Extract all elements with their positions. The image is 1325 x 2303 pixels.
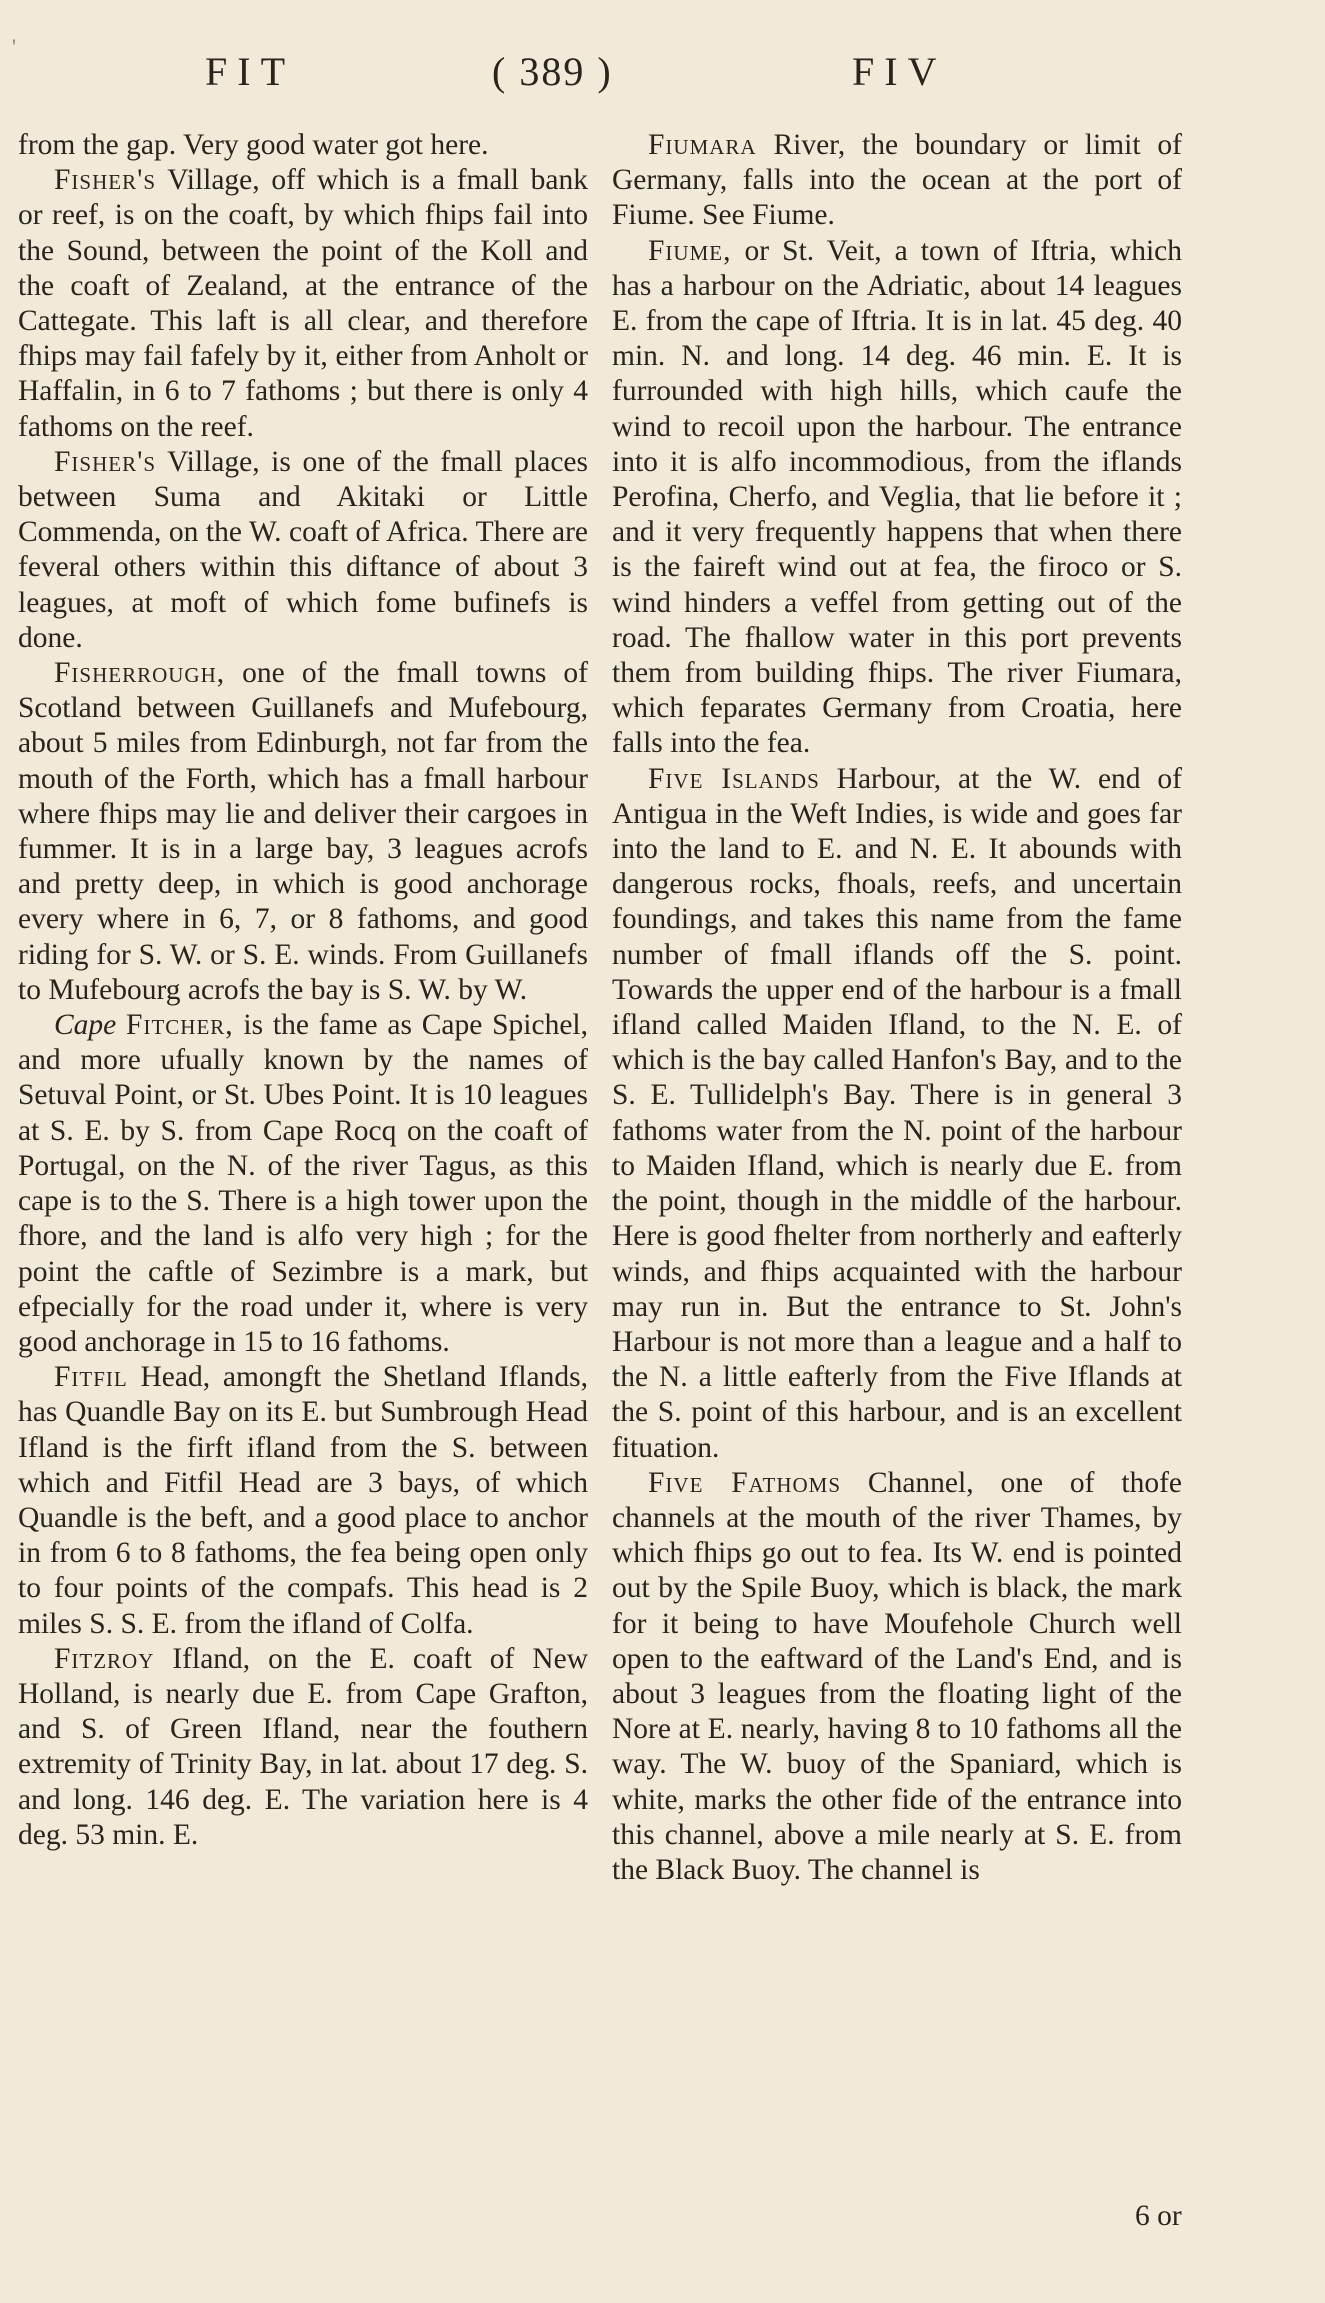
entry-text: Head, amongft the Shetland Iflands, has Quandle Bay on its E. but Sumbrough Head Ifland is the firft ifland from the S. between which and Fitfil Head are 3 bays, of which Quandle is the beft, and a good place to anchor in from 6 to 8 fathoms, the fea being open only to four points of the compafs. This head is 2 miles S. S. E. from the ifland of Colfa.: [18, 1361, 588, 1640]
right-column: [612, 128, 1182, 1888]
entry-headword: Fiumara: [648, 129, 757, 161]
left-column: [18, 128, 588, 1853]
entry-headword: Five Islands: [648, 762, 820, 795]
entry-paragraph: [18, 656, 588, 1008]
entry-headword: Fisherrough,: [54, 657, 226, 690]
entry-prefix: Cape: [54, 1009, 127, 1042]
header-left: FIT: [205, 49, 295, 94]
entry-text: Ifland, on the E. coaft of New Holland, is nearly due E. from Cape Grafton, and S. of Green Ifland, near the fouthern extremity of Trinity Bay, in lat. about 17 deg. S. and long. 146 deg. E. The variation here is 4 deg. 53 min. E.: [18, 1642, 588, 1851]
entry-paragraph: [18, 1360, 588, 1642]
entry-paragraph: [18, 128, 588, 163]
entry-headword: Fitcher,: [126, 1009, 234, 1042]
running-header: [0, 48, 1325, 108]
entry-paragraph: [612, 1466, 1182, 1888]
entry-text: one of the fmall towns of Scotland between Guillanefs and Mufebourg, about 5 miles from Edinburgh, not far from the mouth of the Forth, which has a fmall harbour where fhips may lie and deliver their cargoes in fummer. It is in a large bay, 3 leagues acrofs and pretty deep, in which is good anchorage every where in 6, 7, or 8 fathoms, and good riding for S. W. or S. E. winds. From Guillanefs to Mufebourg acrofs the bay is S. W. by W.: [18, 657, 588, 1006]
entry-paragraph: [612, 128, 1182, 234]
entry-paragraph: [18, 1008, 588, 1360]
entry-headword: Fiume,: [648, 234, 732, 267]
entry-text: Village, off which is a fmall bank or reef, is on the coaft, by which fhips fail into the Sound, between the point of the Koll and the coaft of Zealand, at the entrance of the Cattegate. This laft is all clear, and therefore fhips may fail fafely by it, either from Anholt or Haffalin, in 6 to 7 fathoms ; but there is only 4 fathoms on the reef.: [18, 164, 588, 443]
entry-paragraph: [612, 762, 1182, 1466]
entry-text: is the fame as Cape Spichel, and more ufually known by the names of Setuval Point, or St. Ubes Point. It is 10 leagues at S. E. by S. from Cape Rocq on the coaft of Portugal, on the N. of the river Tagus, as this cape is to the S. There is a high tower upon the fhore, and the land is alfo very high ; for the point the caftle of Sezimbre is a mark, but efpecially for the road under it, where is very good anchorage in 15 to 16 fathoms.: [18, 1009, 588, 1358]
edge-mark: ': [12, 34, 16, 59]
entry-paragraph: [612, 234, 1182, 762]
entry-headword: Five Fathoms: [648, 1466, 842, 1499]
entry-headword: Fisher's: [54, 445, 157, 478]
entry-text: from the gap. Very good water got here.: [18, 129, 489, 161]
entry-paragraph: [18, 445, 588, 656]
entry-headword: Fitzroy: [54, 1642, 155, 1675]
entry-text: Village, is one of the fmall places between Suma and Akitaki or Little Commenda, on the W. coaft of Africa. There are feveral others within this diftance of about 3 leagues, at moft of which fome bufinefs is done.: [18, 445, 588, 654]
entry-headword: Fitfil: [54, 1361, 128, 1394]
catchword: 6 or: [1135, 2200, 1182, 2232]
entry-text: or St. Veit, a town of Iftria, which has a harbour on the Adriatic, about 14 leagues E. from the cape of Iftria. It is in lat. 45 deg. 40 min. N. and long. 14 deg. 46 min. E. It is furrounded with high hills, which caufe the wind to recoil upon the harbour. The entrance into it is alfo incommodious, from the iflands Perofina, Cherfo, and Veglia, that lie before it ; and it very frequently happens that when there is the faireft wind out at fea, the firoco or S. wind hinders a veffel from getting out of the road. The fhallow water in this port prevents them from building fhips. The river Fiumara, which feparates Germany from Croatia, here falls into the fea.: [612, 234, 1182, 760]
entry-text: Channel, one of thofe channels at the mouth of the river Thames, by which fhips go out to fea. Its W. end is pointed out by the Spile Buoy, which is black, the mark for it being to have Moufehole Church well open to the eaftward of the Land's End, and is about 3 leagues from the floating light of the Nore at E. nearly, having 8 to 10 fathoms all the way. The W. buoy of the Spaniard, which is white, marks the other fide of the entrance into this channel, above a mile nearly at S. E. from the Black Buoy. The channel is: [612, 1466, 1182, 1886]
entry-text: River, the boundary or limit of Germany, falls into the ocean at the port of Fiume. See Fiume.: [612, 129, 1182, 232]
page-number: ( 389 ): [492, 49, 613, 94]
entry-paragraph: [18, 163, 588, 445]
entry-text: Harbour, at the W. end of Antigua in the Weft Indies, is wide and goes far into the land to E. and N. E. It abounds with dangerous rocks, fhoals, reefs, and uncertain foundings, and takes this name from the fame number of fmall iflands off the S. point. Towards the upper end of the harbour is a fmall ifland called Maiden Ifland, to the N. E. of which is the bay called Hanfon's Bay, and to the S. E. Tullidelph's Bay. There is in general 3 fathoms water from the N. point of the harbour to Maiden Ifland, which is nearly due E. from the point, though in the middle of the harbour. Here is good fhelter from northerly and eafterly winds, and fhips acquainted with the harbour may run in. But the entrance to St. John's Harbour is not more than a league and a half to the N. a little eafterly from the Five Iflands at the S. point of this harbour, and is an excellent fituation.: [612, 762, 1182, 1464]
entry-headword: Fisher's: [54, 164, 157, 197]
entry-paragraph: [18, 1642, 588, 1853]
header-right: FIV: [852, 49, 947, 94]
